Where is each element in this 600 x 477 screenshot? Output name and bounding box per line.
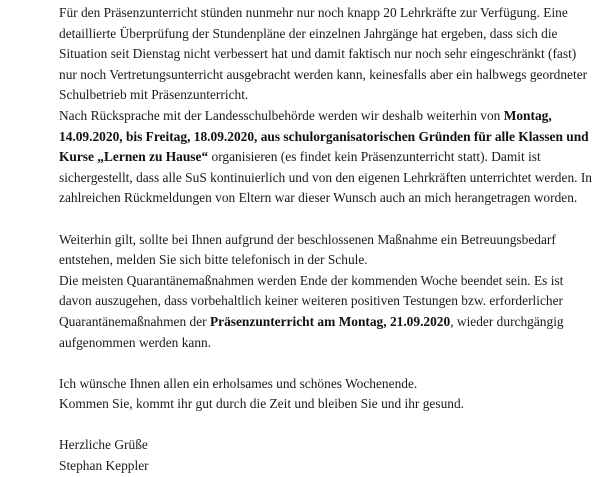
text-line [59,106,559,127]
closing [59,435,559,476]
text-bold-lernen-zu-hause: Kurse „Lernen zu Hause“ [59,149,209,165]
text-line: sichergestellt, dass alle SuS kontinuierlich und von den eigenen Lehrkräften unterrichtet werden. In [59,169,592,185]
text-line: detaillierte Überprüfung der Stundenpläne der einzelnen Jahrgänge hat ergeben, dass sich die [59,25,558,41]
paragraph-childcare [59,230,559,271]
paragraph-home-learning [59,106,592,209]
signature-name: Stephan Keppler [59,458,149,474]
text-normal: Nach Rücksprache mit der Landesschulbehörde werden wir deshalb weiterhin von [59,107,504,123]
text-line: nur noch Vertretungsunterricht ausgebracht werden kann, keinesfalls aber ein halbwegs geordneter [59,66,588,82]
closing-greeting: Herzliche Grüße [59,437,148,453]
text-normal: Quarantänemaßnahmen der [59,313,210,329]
text-normal: , wieder durchgängig [450,313,564,329]
text-line: Weiterhin gilt, sollte bei Ihnen aufgrund der beschlossenen Maßnahme ein Betreuungsbedarf [59,231,556,247]
text-line: Situation seit Dienstag nicht verbessert hat und damit faktisch nur noch sehr eingeschränkt (fast) [59,46,577,62]
paragraph-wishes [59,374,559,415]
text-normal: organisieren (es findet kein Präsenzunterricht statt). Damit ist [208,149,541,165]
text-line: Die meisten Quarantänemaßnahmen werden Ende der kommenden Woche beendet sein. Es ist [59,272,564,288]
text-line: Für den Präsenzunterricht stünden nunmehr nur noch knapp 20 Lehrkräfte zur Verfügung. Eine [59,5,568,20]
text-line [59,147,559,168]
text-bold-resume-date: Präsenzunterricht am Montag, 21.09.2020 [209,313,451,329]
text-line: zahlreichen Rückmeldungen von Eltern war dieser Wunsch auch an mich herangetragen worden. [59,190,578,206]
paragraph-quarantine [59,271,564,353]
paragraph-spacer [59,353,559,374]
paragraph-teacher-shortage [59,3,588,106]
text-line: Schulbetrieb mit Präsenzunterricht. [59,87,249,103]
text-line: davon auszugehen, dass vorbehaltlich keiner weiteren positiven Testungen bzw. erforderlicher [59,293,564,309]
text-line: entstehen, melden Sie sich bitte telefonisch in der Schule. [59,252,368,268]
text-line: aufgenommen werden kann. [59,334,212,350]
text-line: Kommen Sie, kommt ihr gut durch die Zeit und bleiben Sie und ihr gesund. [59,396,465,412]
text-bold-dates: 14.09.2020, bis Freitag, 18.09.2020, aus schulorganisatorischen Gründen für alle Klassen und [59,128,589,144]
text-line: Ich wünsche Ihnen allen ein erholsames und schönes Wochenende. [59,375,418,391]
text-line [59,312,564,333]
text-line [59,127,589,148]
text-bold-date: Montag, [503,107,552,123]
paragraph-spacer [59,209,559,230]
letter-body [59,3,592,477]
paragraph-spacer [59,415,559,436]
